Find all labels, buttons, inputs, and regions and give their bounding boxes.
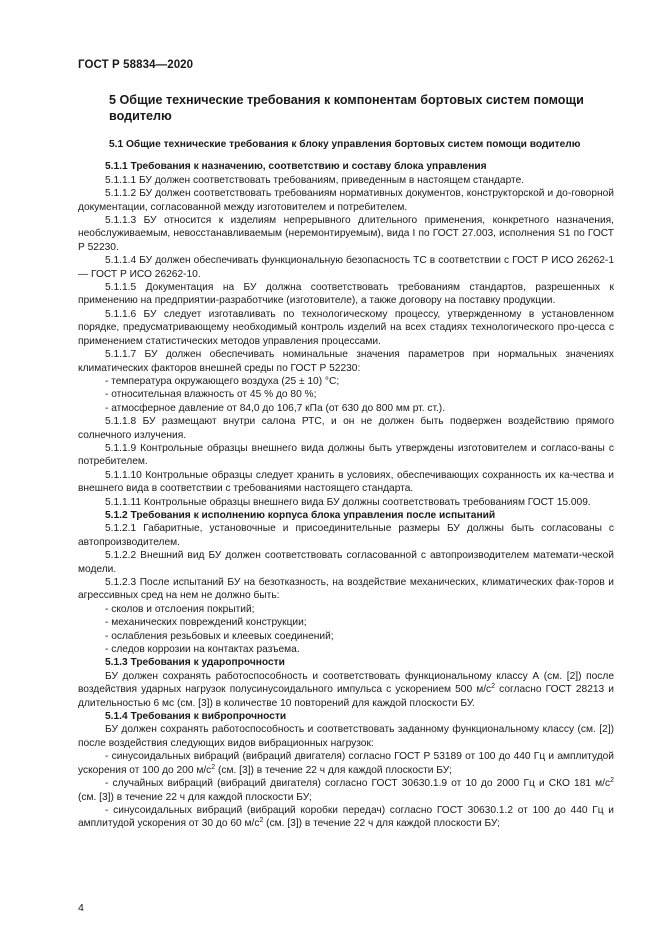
clause-5-1-1-6: 5.1.1.6 БУ следует изготавливать по технологическому процессу, утвержденному в установленном порядке, предусматривающему необходимый контроль изделий на всех стадиях технологического про-цесса с применением статистических методов управления процессами. xyxy=(78,308,614,347)
clause-heading-5-1-1: 5.1.1 Требования к назначению, соответствию и составу блока управления xyxy=(105,161,487,173)
list-item: - температура окружающего воздуха (25 ± 10) °С; xyxy=(105,375,340,387)
list-item: - относительная влажность от 45 % до 80 %; xyxy=(105,389,317,401)
clause-5-1-2-3: 5.1.2.3 После испытаний БУ на безотказность, на воздействие механических, климатических фак-торов и агрессивных сред на нем не должно быть: xyxy=(78,577,614,602)
list-item: - механических повреждений конструкции; xyxy=(105,617,307,629)
clause-5-1-1-7: 5.1.1.7 БУ должен обеспечивать номинальные значения параметров при нормальных значениях климатических факторов внешней среды по ГОСТ Р 52230: xyxy=(78,349,614,374)
clause-heading-5-1-2: 5.1.2 Требования к исполнению корпуса блока управления после испытаний xyxy=(105,509,496,521)
clause-5-1-1-2: 5.1.1.2 БУ должен соответствовать требованиям нормативных документов, конструкторской и до-говорной документации, согласованной между изготовителем и потребителем. xyxy=(78,188,614,213)
list-item: - синусоидальных вибраций (вибраций двигателя) согласно ГОСТ Р 53189 от 100 до 440 Гц и амплитудой ускорения от 100 до 200 $м/с^2$ (см. [3]) в течение 22 ч для каждой плоскости БУ; xyxy=(78,751,614,776)
page-content xyxy=(78,92,614,831)
clause-5-1-1-11: 5.1.1.11 Контрольные образцы внешнего вида БУ должны соответствовать требованиям ГОСТ 15.009. xyxy=(105,496,591,508)
clause-5-1-1-8: 5.1.1.8 БУ размещают внутри салона РТС, и он не должен быть подвержен воздействию прямого солнечного излучения. xyxy=(78,416,614,441)
subsection-title: 5.1 Общие технические требования к блоку управления бортовых систем помощи водителю xyxy=(109,139,581,150)
clause-5-1-3-text: БУ должен сохранять работоспособность и соответствовать функциональному классу А (см. [2]) после воздействия ударных нагрузок полусинусоидального импульса с ускорением 500 $м/с^2$ согласно ГОСТ 28213 и длительностью 6 мс (см. [3]) в количестве 10 повторений для каждой плоскости БУ. xyxy=(78,670,614,709)
document-code: ГОСТ Р 58834—2020 xyxy=(78,59,194,71)
clause-5-1-2-2: 5.1.2.2 Внешний вид БУ должен соответствовать согласованной с автопроизводителем математи-ческой модели. xyxy=(78,550,614,575)
clause-5-1-1-10: 5.1.1.10 Контрольные образцы следует хранить в условиях, обеспечивающих сохранность их ка-чества и внешнего вида в соответствии с требованиями настоящего стандарта. xyxy=(78,469,614,495)
clause-5-1-4-text: БУ должен сохранять работоспособность и соответствовать заданному функциональному классу (см. [2]) после воздействия следующих видов вибрационных нагрузок: xyxy=(78,724,614,749)
page-number: 4 xyxy=(78,902,84,914)
clause-5-1-1-9: 5.1.1.9 Контрольные образцы внешнего вида должны быть утверждены изготовителем и согласо-ваны с потребителем. xyxy=(78,442,614,468)
clause-5-1-1-4: 5.1.1.4 БУ должен обеспечивать функциональную безопасность ТС в соответствии с ГОСТ Р ИСО 26262-1 — ГОСТ Р ИСО 26262-10. xyxy=(78,255,614,280)
list-item: - сколов и отслоения покрытий; xyxy=(105,603,255,615)
clause-5-1-2-1: 5.1.2.1 Габаритные, установочные и присоединительные размеры БУ должны быть согласованы с автопроизводителем. xyxy=(78,523,614,548)
clause-5-1-1-3: 5.1.1.3 БУ относится к изделиям непрерывного длительного применения, конкретного назначения, необслуживаемым, невосстанавливаемым (неремонтируемым), вида I по ГОСТ 27.003, исполнения S1 по ГОСТ Р 52230. xyxy=(78,215,614,253)
clause-5-1-1-1: 5.1.1.1 БУ должен соответствовать требованиям, приведенным в настоящем стандарте. xyxy=(105,174,525,186)
list-item: - ослабления резьбовых и клеевых соединений; xyxy=(105,630,334,642)
clause-heading-5-1-4: 5.1.4 Требования к вибропрочности xyxy=(105,711,287,723)
list-item: - синусоидальных вибраций (вибраций коробки передач) согласно ГОСТ 30630.1.2 от 100 до 440 Гц и амплитудой ускорения от 30 до 60 $м/с^2$ (см. [3]) в течение 22 ч для каждой плоскости БУ; xyxy=(78,804,614,830)
list-item: - следов коррозии на контактах разъема. xyxy=(105,644,300,656)
list-item: - случайных вибраций (вибраций двигателя) согласно ГОСТ 30630.1.9 от 10 до 2000 Гц и СКО 181 $м/с^2$ (см. [3]) в течение 22 ч для каждой плоскости БУ; xyxy=(78,777,614,803)
clause-heading-5-1-3: 5.1.3 Требования к ударопрочности xyxy=(105,657,285,669)
clause-5-1-1-5: 5.1.1.5 Документация на БУ должна соответствовать требованиям стандартов, разрешенных к применению на предприятии-разработчике (изготовителе), а также договору на поставку продукции. xyxy=(78,282,614,307)
list-item: - атмосферное давление от 84,0 до 106,7 кПа (от 630 до 800 мм рт. ст.). xyxy=(105,402,446,414)
section-title: 5 Общие технические требования к компонентам бортовых систем помощи водителю xyxy=(109,93,584,123)
